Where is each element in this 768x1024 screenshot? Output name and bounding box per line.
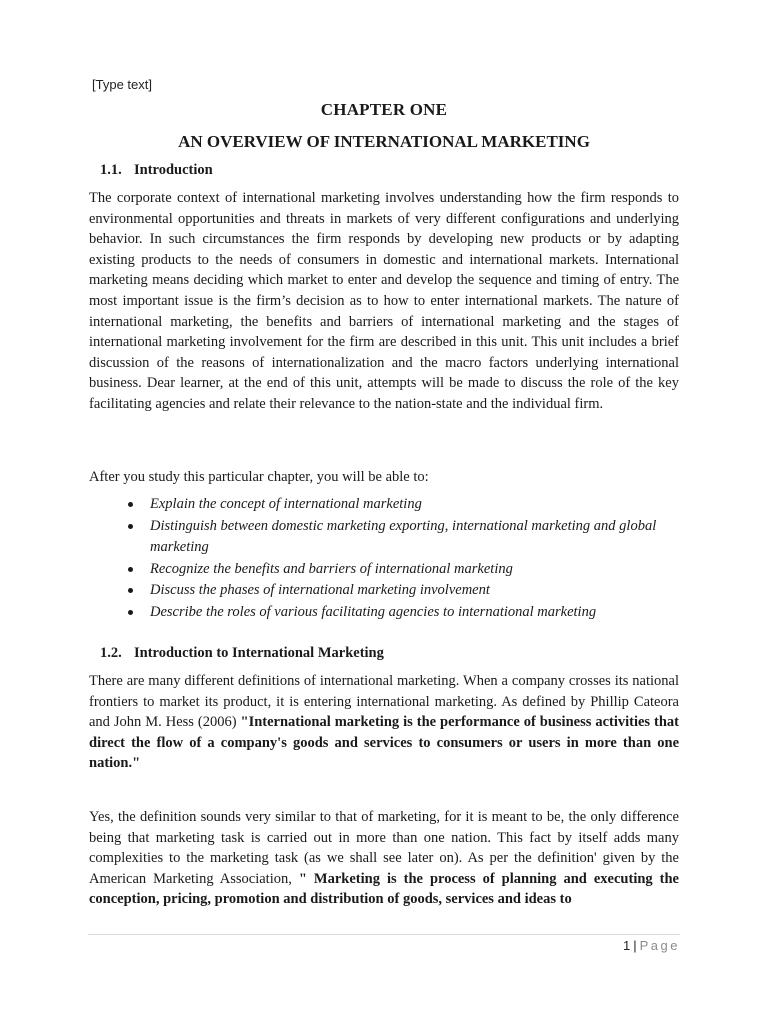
footer-rule — [88, 934, 680, 935]
definition-quote: "International marketing is the performance of business activities that direct the flow of a company's goods and services to consumers or users in more than one nation." — [89, 714, 680, 772]
bullet-icon — [128, 502, 133, 507]
list-item — [128, 580, 680, 602]
chapter-subtitle: AN OVERVIEW OF INTERNATIONAL MARKETING — [178, 132, 590, 151]
section-title: Introduction — [134, 162, 213, 178]
list-item-text: Describe the roles of various facilitating agencies to international marketing — [150, 603, 597, 620]
list-item-text: Explain the concept of international marketing — [150, 496, 422, 512]
bullet-icon — [128, 567, 133, 572]
section-number: 1.2. — [100, 645, 122, 661]
section-heading-intro — [100, 162, 213, 179]
definition-text: There are many different definitions of international marketing. When a company crosses its national frontiers to market its product, it is entering international marketing. As defined by Phillip Cateora and John M. Hess (2006) — [89, 673, 679, 731]
intro-paragraph: The corporate context of international marketing involves understanding how the firm responds to environmental opportunities and threats in markets of very different configurations and underlying behavior. In such circumstances the firm responds by developing new products or by adapting existing products to the needs of consumers in domestic and international markets. International marketing means deciding which market to enter and develop the sequence and timing of entry. The most important issue is the firm’s decision as to how to enter international markets. The nature of international marketing, the benefits and barriers of international marketing and the stages of international marketing involvement for the firm are described in this unit. This unit includes a brief discussion of the reasons of internationalization and the macro factors underlying international business. Dear learner, at the end of this unit, attempts will be made to discuss the role of the key facilitating agencies and relate their relevance to the nation-state and the individual firm. — [89, 190, 679, 412]
list-item — [128, 559, 680, 581]
section-heading-intl-marketing — [100, 645, 384, 662]
footer-separator: | — [633, 938, 637, 953]
bullet-icon — [128, 588, 133, 593]
section-number: 1.1. — [100, 162, 122, 178]
section-title: Introduction to International Marketing — [134, 645, 384, 661]
list-item — [128, 516, 680, 559]
page-label: Page — [639, 938, 680, 953]
ama-paragraph — [89, 807, 679, 910]
list-item — [128, 602, 680, 624]
header-type-text: [Type text] — [92, 77, 152, 92]
chapter-title: CHAPTER ONE — [320, 100, 448, 119]
list-item — [128, 494, 680, 516]
bullet-icon — [128, 610, 133, 615]
bullet-icon — [128, 524, 133, 529]
list-item-text: Distinguish between domestic marketing exporting, international marketing and global marketing — [150, 517, 657, 555]
list-item-text: Recognize the benefits and barriers of international marketing — [150, 560, 513, 577]
objectives-list — [128, 494, 680, 623]
page-number: 1 — [623, 938, 631, 953]
definition-paragraph — [89, 671, 679, 774]
ama-quote: " Marketing is the process of planning and executing the conception, pricing, promotion and distribution of goods, services and ideas to — [89, 870, 679, 908]
objectives-intro: After you study this particular chapter, you will be able to: — [89, 469, 429, 485]
ama-text: Yes, the definition sounds very similar to that of marketing, for it is meant to be, the only difference being that marketing task is carried out in more than one nation. This fact by itself adds many complexities to the marketing task (as we shall see later on). As per the definition' given by the American Marketing Association, — [89, 809, 679, 887]
list-item-text: Discuss the phases of international marketing involvement — [150, 582, 490, 598]
page-footer — [623, 938, 680, 953]
